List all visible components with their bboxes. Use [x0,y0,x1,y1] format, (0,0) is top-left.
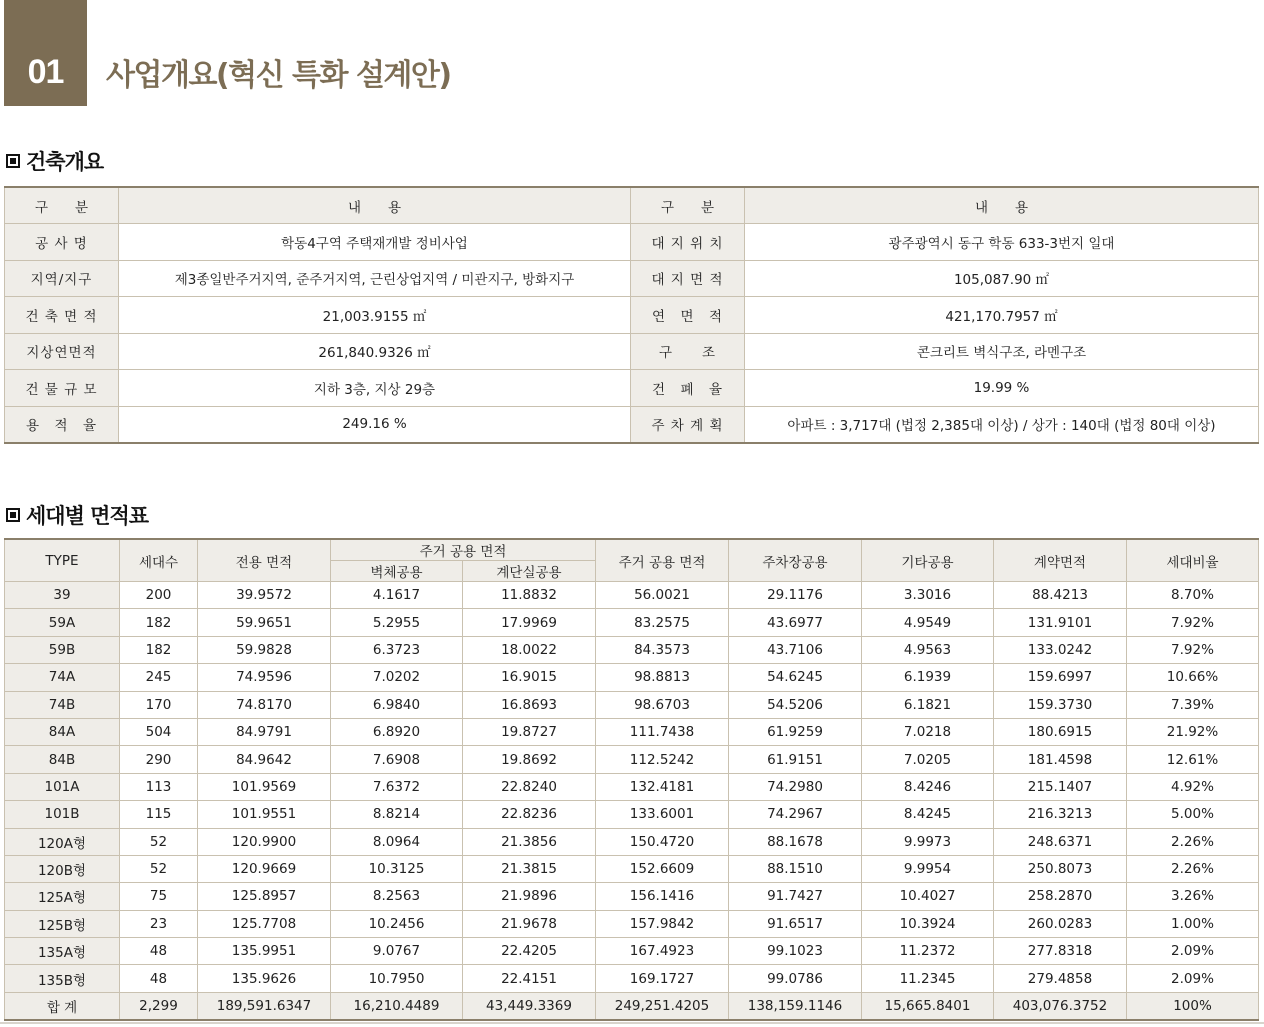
value-cell: 279.4858 [994,965,1127,992]
total-row [5,992,1259,1019]
value-cell: 6.8920 [331,718,463,745]
value-cell: 7.6372 [331,773,463,800]
value-cell: 157.9842 [596,910,729,937]
value-cell: 4.92% [1127,773,1259,800]
value-cell: 7.0202 [331,664,463,691]
value-cell: 4.9563 [862,636,994,663]
overview-value: 광주광역시 동구 학동 633-3번지 일대 [745,224,1259,261]
value-cell: 43.7106 [729,636,862,663]
section-title-unit-area [6,500,148,530]
overview-value: 지하 3층, 지상 29층 [119,370,631,407]
type-cell: 135A형 [5,938,120,965]
value-cell: 7.0218 [862,718,994,745]
overview-value: 261,840.9326 ㎡ [119,333,631,370]
value-cell: 7.92% [1127,609,1259,636]
value-cell: 61.9259 [729,718,862,745]
overview-row [5,260,1259,297]
table-row [5,855,1259,882]
total-value: 15,665.8401 [862,992,994,1019]
overview-label: 건 물 규 모 [5,370,119,407]
value-cell: 10.3125 [331,855,463,882]
total-value: 189,591.6347 [198,992,331,1019]
value-cell: 7.39% [1127,691,1259,718]
value-cell: 98.6703 [596,691,729,718]
value-cell: 170 [120,691,198,718]
overview-label: 구 조 [631,333,745,370]
header-parking: 주차장공용 [729,539,862,582]
overview-value: 421,170.7957 ㎡ [745,297,1259,334]
value-cell: 8.70% [1127,582,1259,609]
value-cell: 9.0767 [331,938,463,965]
value-cell: 6.9840 [331,691,463,718]
value-cell: 21.9678 [463,910,596,937]
header-contract: 계약면적 [994,539,1127,582]
value-cell: 8.8214 [331,801,463,828]
overview-value: 105,087.90 ㎡ [745,260,1259,297]
overview-value: 249.16 % [119,406,631,443]
value-cell: 18.0022 [463,636,596,663]
value-cell: 9.9973 [862,828,994,855]
overview-row [5,224,1259,261]
overview-value: 학동4구역 주택재개발 정비사업 [119,224,631,261]
value-cell: 6.3723 [331,636,463,663]
value-cell: 250.8073 [994,855,1127,882]
page-title: 사업개요(혁신 특화 설계안) [106,58,451,93]
value-cell: 84.3573 [596,636,729,663]
value-cell: 91.6517 [729,910,862,937]
value-cell: 48 [120,938,198,965]
value-cell: 21.9896 [463,883,596,910]
bottom-divider [0,1022,1264,1024]
value-cell: 84.9642 [198,746,331,773]
value-cell: 131.9101 [994,609,1127,636]
header-cell: 구 분 [631,187,745,224]
table-row [5,664,1259,691]
value-cell: 504 [120,718,198,745]
header-type: TYPE [5,539,120,582]
header-wall: 벽체공용 [331,561,463,582]
value-cell: 156.1416 [596,883,729,910]
value-cell: 181.4598 [994,746,1127,773]
value-cell: 84.9791 [198,718,331,745]
table-row [5,938,1259,965]
value-cell: 7.6908 [331,746,463,773]
value-cell: 56.0021 [596,582,729,609]
value-cell: 74.2967 [729,801,862,828]
value-cell: 21.3856 [463,828,596,855]
total-value: 2,299 [120,992,198,1019]
unit-area-table [4,538,1259,1021]
value-cell: 7.0205 [862,746,994,773]
table-row [5,746,1259,773]
value-cell: 101.9551 [198,801,331,828]
total-value: 16,210.4489 [331,992,463,1019]
header-cell: 내 용 [119,187,631,224]
value-cell: 75 [120,883,198,910]
value-cell: 4.1617 [331,582,463,609]
value-cell: 9.9954 [862,855,994,882]
value-cell: 150.4720 [596,828,729,855]
type-cell: 120B형 [5,855,120,882]
overview-row [5,406,1259,443]
overview-row [5,297,1259,334]
value-cell: 248.6371 [994,828,1127,855]
type-cell: 39 [5,582,120,609]
value-cell: 99.0786 [729,965,862,992]
value-cell: 22.4151 [463,965,596,992]
value-cell: 182 [120,636,198,663]
value-cell: 11.2345 [862,965,994,992]
table-row [5,883,1259,910]
overview-label: 주 차 계 획 [631,406,745,443]
value-cell: 215.1407 [994,773,1127,800]
table-row [5,801,1259,828]
value-cell: 133.0242 [994,636,1127,663]
type-cell: 125A형 [5,883,120,910]
table-row [5,636,1259,663]
value-cell: 3.26% [1127,883,1259,910]
header-residential-total: 주거 공용 면적 [596,539,729,582]
value-cell: 39.9572 [198,582,331,609]
overview-value: 21,003.9155 ㎡ [119,297,631,334]
value-cell: 29.1176 [729,582,862,609]
value-cell: 48 [120,965,198,992]
value-cell: 22.8240 [463,773,596,800]
value-cell: 54.6245 [729,664,862,691]
value-cell: 21.3815 [463,855,596,882]
section-title-text: 세대별 면적표 [26,504,149,528]
type-cell: 135B형 [5,965,120,992]
section-title-text: 건축개요 [26,150,104,174]
value-cell: 169.1727 [596,965,729,992]
value-cell: 19.8692 [463,746,596,773]
value-cell: 258.2870 [994,883,1127,910]
value-cell: 3.3016 [862,582,994,609]
overview-value: 콘크리트 벽식구조, 라멘구조 [745,333,1259,370]
value-cell: 10.3924 [862,910,994,937]
type-cell: 84B [5,746,120,773]
value-cell: 22.8236 [463,801,596,828]
value-cell: 12.61% [1127,746,1259,773]
value-cell: 112.5242 [596,746,729,773]
value-cell: 10.66% [1127,664,1259,691]
value-cell: 74.8170 [198,691,331,718]
overview-label: 연 면 적 [631,297,745,334]
value-cell: 125.7708 [198,910,331,937]
value-cell: 5.00% [1127,801,1259,828]
value-cell: 277.8318 [994,938,1127,965]
table-row [5,718,1259,745]
value-cell: 8.4246 [862,773,994,800]
value-cell: 11.2372 [862,938,994,965]
value-cell: 1.00% [1127,910,1259,937]
value-cell: 59.9828 [198,636,331,663]
value-cell: 88.1510 [729,855,862,882]
table-row [5,965,1259,992]
square-bullet-icon [6,154,20,168]
value-cell: 52 [120,855,198,882]
value-cell: 10.4027 [862,883,994,910]
value-cell: 111.7438 [596,718,729,745]
value-cell: 91.7427 [729,883,862,910]
overview-label: 공 사 명 [5,224,119,261]
value-cell: 120.9669 [198,855,331,882]
header-cell: 내 용 [745,187,1259,224]
value-cell: 83.2575 [596,609,729,636]
overview-value: 아파트 : 3,717대 (법정 2,385대 이상) / 상가 : 140대 (법정 80대 이상) [745,406,1259,443]
overview-row [5,370,1259,407]
type-cell: 59B [5,636,120,663]
total-value: 43,449.3369 [463,992,596,1019]
type-cell: 101A [5,773,120,800]
value-cell: 245 [120,664,198,691]
value-cell: 113 [120,773,198,800]
header-residential-group: 주거 공용 면적 [331,539,596,561]
section-number: 01 [4,0,87,106]
total-value: 100% [1127,992,1259,1019]
overview-label: 지상연면적 [5,333,119,370]
value-cell: 43.6977 [729,609,862,636]
type-cell: 125B형 [5,910,120,937]
overview-value: 제3종일반주거지역, 준주거지역, 근린상업지역 / 미관지구, 방화지구 [119,260,631,297]
value-cell: 133.6001 [596,801,729,828]
value-cell: 88.1678 [729,828,862,855]
value-cell: 260.0283 [994,910,1127,937]
value-cell: 5.2955 [331,609,463,636]
overview-label: 대 지 위 치 [631,224,745,261]
square-bullet-icon [6,508,20,522]
type-cell: 120A형 [5,828,120,855]
value-cell: 290 [120,746,198,773]
value-cell: 16.8693 [463,691,596,718]
value-cell: 4.9549 [862,609,994,636]
table-row [5,910,1259,937]
value-cell: 2.26% [1127,828,1259,855]
value-cell: 52 [120,828,198,855]
overview-label: 지역/지구 [5,260,119,297]
value-cell: 152.6609 [596,855,729,882]
value-cell: 59.9651 [198,609,331,636]
value-cell: 74.9596 [198,664,331,691]
type-cell: 59A [5,609,120,636]
type-cell: 101B [5,801,120,828]
value-cell: 180.6915 [994,718,1127,745]
table-row [5,773,1259,800]
header-cell: 구 분 [5,187,119,224]
value-cell: 23 [120,910,198,937]
value-cell: 98.8813 [596,664,729,691]
overview-row [5,333,1259,370]
value-cell: 10.7950 [331,965,463,992]
value-cell: 19.8727 [463,718,596,745]
value-cell: 6.1939 [862,664,994,691]
value-cell: 17.9969 [463,609,596,636]
table-row [5,582,1259,609]
value-cell: 132.4181 [596,773,729,800]
value-cell: 8.0964 [331,828,463,855]
overview-label: 건 축 면 적 [5,297,119,334]
value-cell: 8.4245 [862,801,994,828]
value-cell: 16.9015 [463,664,596,691]
table-row [5,828,1259,855]
value-cell: 2.09% [1127,965,1259,992]
value-cell: 2.26% [1127,855,1259,882]
value-cell: 2.09% [1127,938,1259,965]
overview-table [4,186,1259,444]
table-row [5,609,1259,636]
value-cell: 159.3730 [994,691,1127,718]
value-cell: 21.92% [1127,718,1259,745]
total-value: 249,251.4205 [596,992,729,1019]
overview-label: 용 적 율 [5,406,119,443]
value-cell: 159.6997 [994,664,1127,691]
value-cell: 101.9569 [198,773,331,800]
type-cell: 84A [5,718,120,745]
overview-label: 건 폐 율 [631,370,745,407]
header-stair: 계단실공용 [463,561,596,582]
table-row [5,691,1259,718]
value-cell: 99.1023 [729,938,862,965]
value-cell: 22.4205 [463,938,596,965]
value-cell: 6.1821 [862,691,994,718]
header-other: 기타공용 [862,539,994,582]
value-cell: 216.3213 [994,801,1127,828]
value-cell: 135.9626 [198,965,331,992]
value-cell: 182 [120,609,198,636]
value-cell: 11.8832 [463,582,596,609]
value-cell: 125.8957 [198,883,331,910]
value-cell: 167.4923 [596,938,729,965]
type-cell: 74A [5,664,120,691]
value-cell: 10.2456 [331,910,463,937]
value-cell: 61.9151 [729,746,862,773]
value-cell: 74.2980 [729,773,862,800]
header-exclusive: 전용 면적 [198,539,331,582]
value-cell: 115 [120,801,198,828]
section-title-overview [6,146,103,176]
value-cell: 135.9951 [198,938,331,965]
value-cell: 54.5206 [729,691,862,718]
header-ratio: 세대비율 [1127,539,1259,582]
total-value: 403,076.3752 [994,992,1127,1019]
type-cell: 74B [5,691,120,718]
header-units: 세대수 [120,539,198,582]
value-cell: 120.9900 [198,828,331,855]
total-value: 138,159.1146 [729,992,862,1019]
total-label: 합 계 [5,992,120,1019]
page-header [0,0,1264,106]
overview-value: 19.99 % [745,370,1259,407]
value-cell: 200 [120,582,198,609]
overview-label: 대 지 면 적 [631,260,745,297]
value-cell: 7.92% [1127,636,1259,663]
value-cell: 8.2563 [331,883,463,910]
value-cell: 88.4213 [994,582,1127,609]
